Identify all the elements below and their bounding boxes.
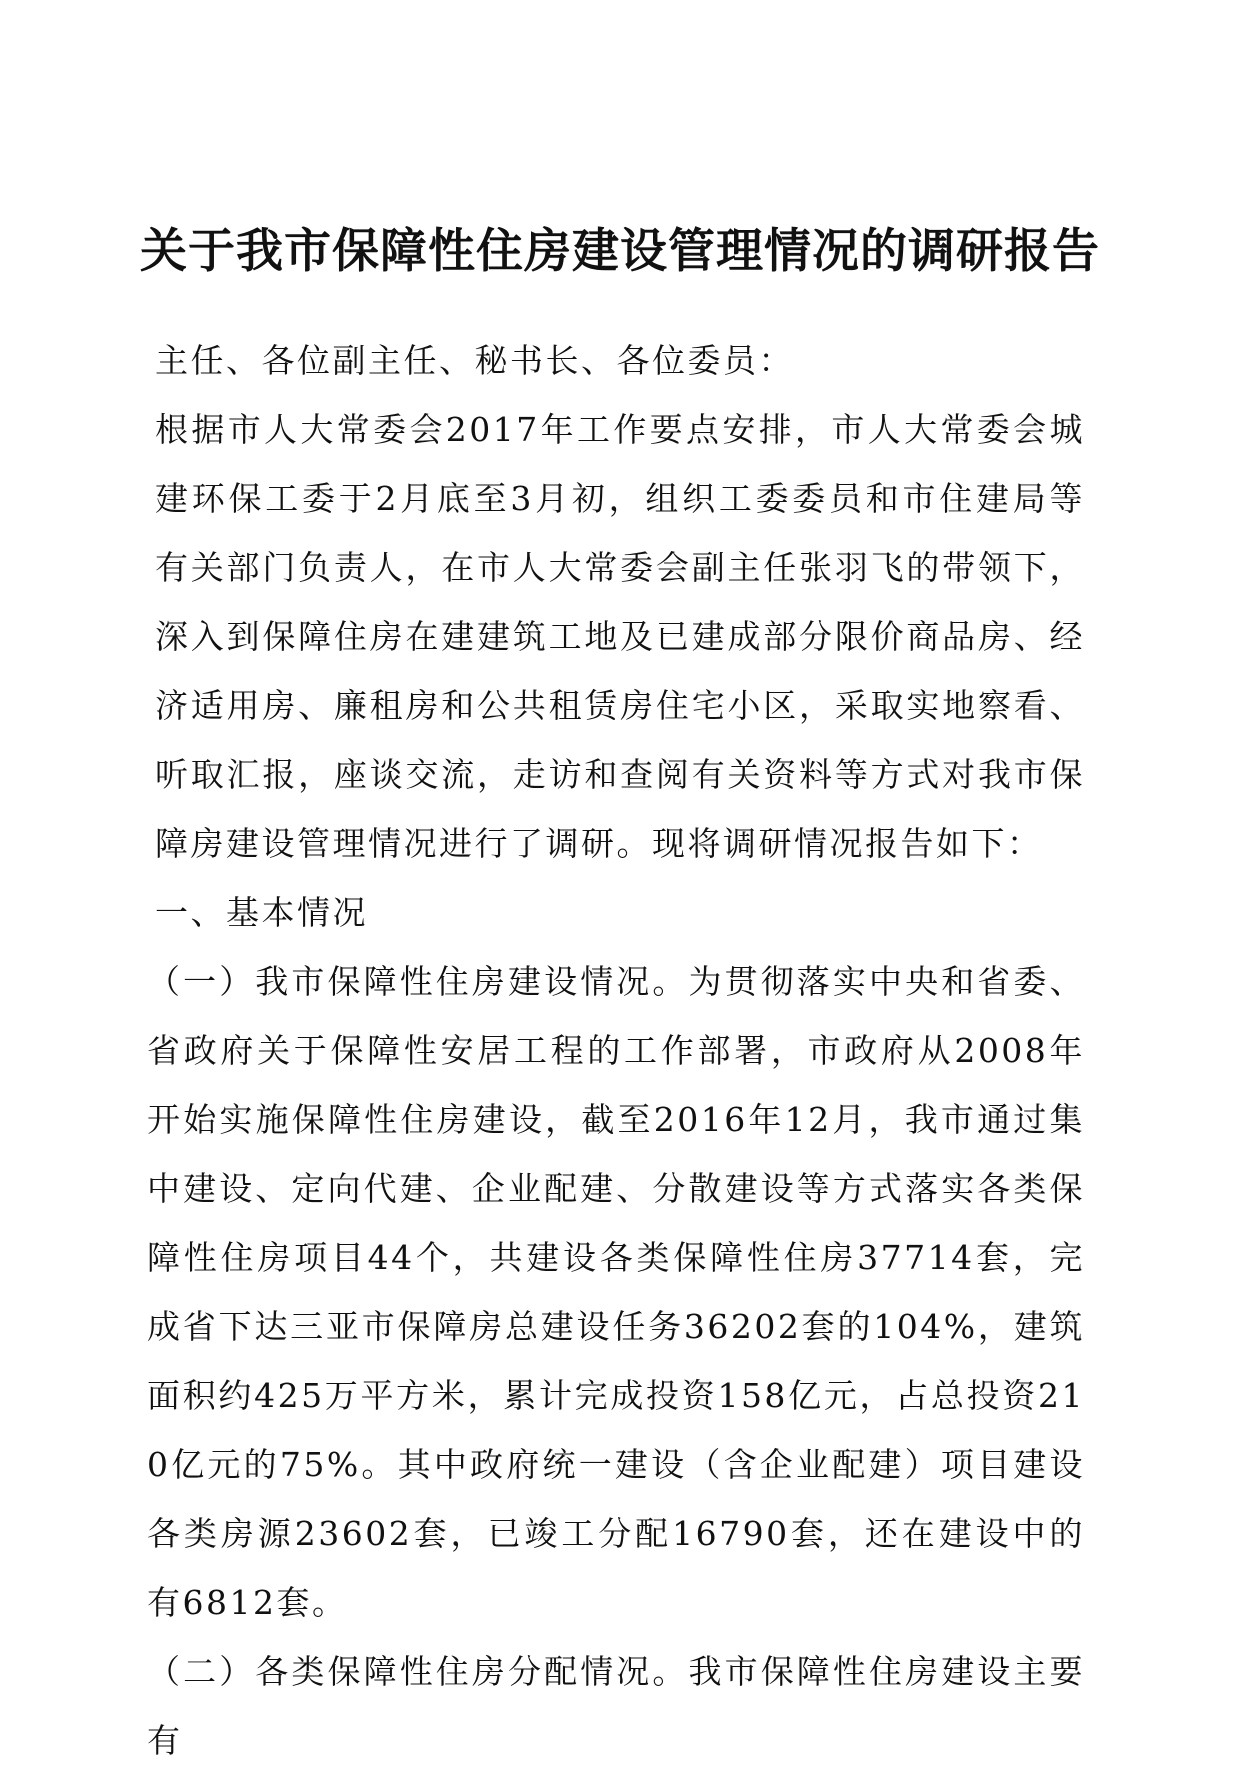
intro-paragraph: 根据市人大常委会2017年工作要点安排，市人大常委会城建环保工委于2月底至3月初，组织工委委员和市住建局等有关部门负责人，在市人大常委会副主任张羽飞的带领下，深入到保障住房在建建筑工地及已建成部分限价商品房、经济适用房、廉租房和公共租赁房住宅小区，采取实地察看、听取汇报，座谈交流，走访和查阅有关资料等方式对我市保障房建设管理情况进行了调研。现将调研情况报告如下： bbox=[155, 410, 1085, 863]
subsection-allocation-paragraph: （二）各类保障性住房分配情况。我市保障性住房建设主要有 bbox=[147, 1652, 1085, 1760]
salutation-paragraph: 主任、各位副主任、秘书长、各位委员： bbox=[155, 341, 794, 380]
subsection-construction-paragraph: （一）我市保障性住房建设情况。为贯彻落实中央和省委、省政府关于保障性安居工程的工作部署，市政府从2008年开始实施保障性住房建设，截至2016年12月，我市通过集中建设、定向代建、企业配建、分散建设等方式落实各类保障性住房项目44个，共建设各类保障性住房37714套，完成省下达三亚市保障房总建设任务36202套的104%，建筑面积约425万平方米，累计完成投资158亿元，占总投资210亿元的75%。其中政府统一建设（含企业配建）项目建设各类房源23602套，已竣工分配16790套，还在建设中的有6812套。 bbox=[147, 962, 1085, 1622]
document-body bbox=[147, 326, 1085, 1775]
document-title: 关于我市保障性住房建设管理情况的调研报告 bbox=[140, 224, 1100, 279]
section-heading-basic-situation: 一、基本情况 bbox=[155, 893, 368, 932]
